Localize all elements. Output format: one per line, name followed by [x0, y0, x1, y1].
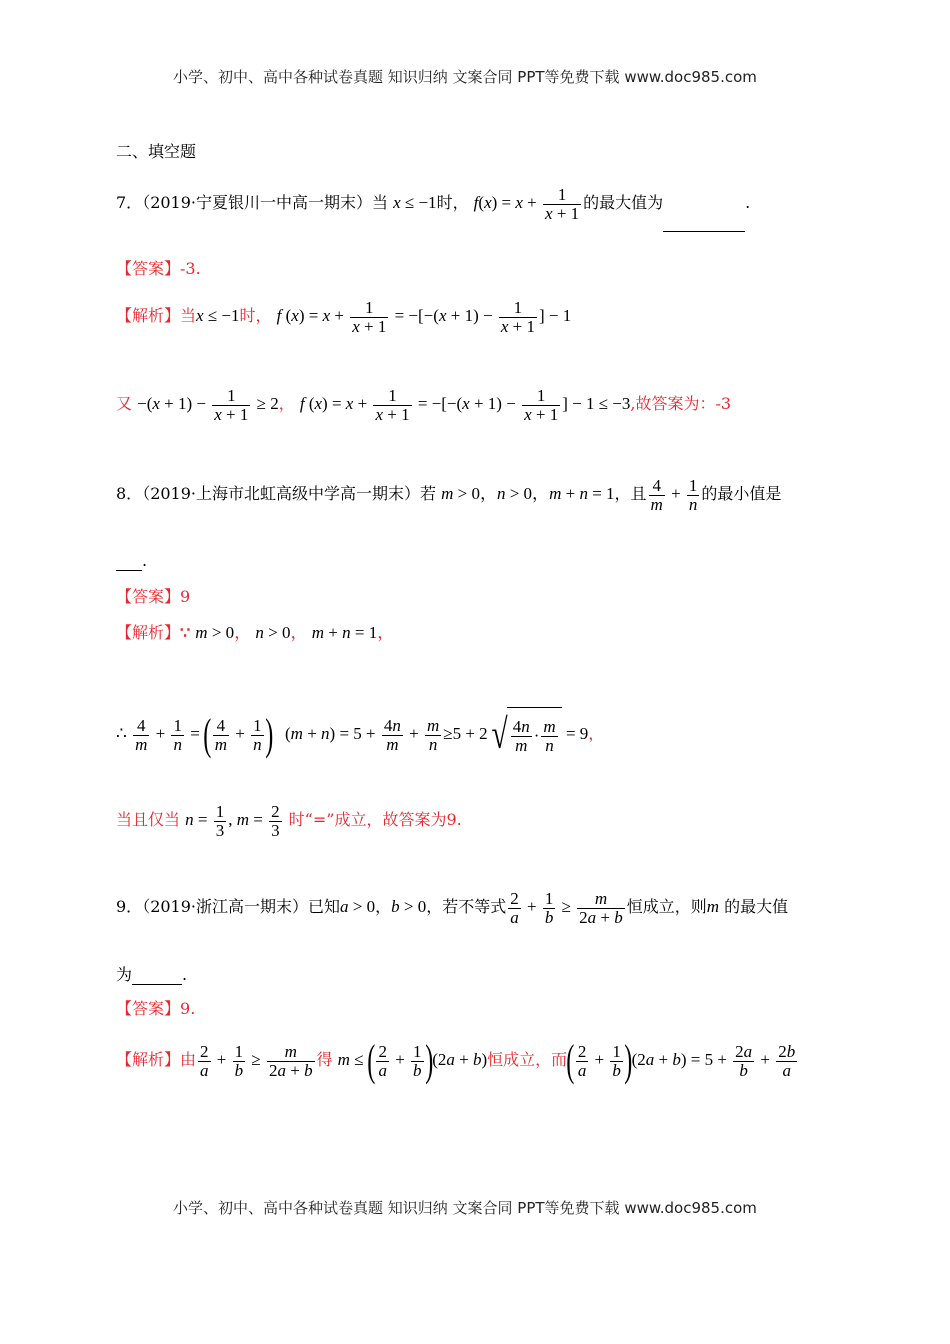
page-header: 小学、初中、高中各种试卷真题 知识归纳 文案合同 PPT等免费下载 www.doc985.com: [173, 68, 757, 86]
q9-analysis-ineq: $\frac{2}{a}$ + $\frac{1}{b}$ ≥ $\frac{m}{2a + b}$: [200, 1041, 313, 1080]
q7-answer-label: 【答案】: [116, 259, 181, 278]
q8-when-only: 当且仅当: [116, 810, 181, 829]
q9-answer-blank: [132, 965, 182, 985]
q7-cond-text: 时，: [436, 193, 469, 212]
q7-analysis-when: 当: [180, 306, 197, 325]
q8-blank-line: [116, 551, 147, 571]
q7-analysis-when2: 时，: [239, 306, 272, 325]
q8-analysis-line2: ∴ $\frac{4}{m}$ + $\frac{1}{n}$ = ( $\frac{4}{m}$ + $\frac{1}{n}$ ) (m + n) = 5 + $\frac{4n}{m}$ + $\frac{m}{n}$ ≥5 + 2√ $\frac{4n}{m}$ · $\frac{m}{n}$ = 9，: [116, 706, 604, 764]
page-footer: 小学、初中、高中各种试卷真题 知识归纳 文案合同 PPT等免费下载 www.doc985.com: [173, 1199, 757, 1217]
q8-because: ∵: [180, 623, 191, 642]
q9-cond-a: a > 0: [340, 897, 376, 916]
q9-you: 由: [180, 1050, 197, 1069]
q9-analysis-expand: ( $\frac{2}{a}$ + $\frac{1}{b}$ )(2a + b) = 5 + $\frac{2a}{b}$ + $\frac{2b}{a}$: [566, 1036, 796, 1086]
q7-analysis-line2: [116, 378, 731, 430]
q9-source: （2019·浙江高一期末）已知: [142, 897, 340, 916]
q8-answer-label: 【答案】: [116, 587, 181, 606]
q7-analysis-eq1: f (x) = x + $\frac{1}{x + 1}$ = −[−(x + 1) − $\frac{1}{x + 1}$ ] − 1: [276, 297, 572, 336]
q8-answer: [116, 584, 190, 607]
q8-number: 8．: [116, 484, 143, 503]
q7-function-math: f(x) = x + $\frac{1}{x + 1}$: [473, 184, 580, 223]
q9-always: 恒成立，则: [626, 897, 707, 916]
question-7: [116, 175, 750, 232]
q8-answer-blank: [116, 551, 142, 571]
q7-answer: [116, 256, 201, 279]
q7-answer-blank: [663, 175, 745, 232]
q7-analysis-label: 【解析】: [116, 306, 181, 325]
q8-end: .: [142, 551, 148, 570]
q9-wei: 为: [116, 965, 133, 984]
q9-answer-value: 9.: [180, 999, 196, 1018]
q8-conditions-math: m > 0，n > 0，m + n = 1: [441, 484, 615, 503]
question-9: 9．（2019·浙江高一期末）已知a > 0，b > 0，若不等式 $\frac{2}{a}$ + $\frac{1}{b}$ ≥ $\frac{m}{2a + b}$ 恒成立，则m 的最大值: [116, 888, 789, 927]
q8-analysis-label: 【解析】: [116, 623, 181, 642]
q7-conclusion: ,故答案为：-3: [630, 394, 732, 413]
q9-answer: [116, 996, 195, 1019]
q7-end: .: [745, 193, 751, 212]
q7-comma: ，: [278, 394, 295, 413]
q8-therefore: ∴: [116, 724, 127, 743]
q8-conclusion: 时“=”成立，故答案为9.: [288, 810, 462, 829]
q9-analysis-bound: m ≤ ( $\frac{2}{a}$ + $\frac{1}{b}$ )(2a + b): [337, 1036, 488, 1086]
q7-source: （2019·宁夏银川一中高一期末）当: [142, 193, 388, 212]
q8-expression-math: $\frac{4}{m}$ + $\frac{1}{n}$: [650, 475, 698, 514]
q9-always2: 恒成立，而: [487, 1050, 568, 1069]
q8-analysis-line1: [116, 618, 394, 643]
section-title: 二、填空题: [116, 142, 197, 161]
q7-also: 又: [116, 394, 133, 413]
q7-answer-value: -3.: [180, 259, 201, 278]
q9-cond-mid: ，若不等式: [426, 897, 507, 916]
q8-equality-cond: n = $\frac{1}{3}$ , m = $\frac{2}{3}$: [185, 801, 280, 840]
q9-analysis-label: 【解析】: [116, 1050, 181, 1069]
q9-inequality-math: $\frac{2}{a}$ + $\frac{1}{b}$ ≥ $\frac{m}{2a + b}$: [510, 888, 623, 927]
q7-analysis-cond: x ≤ −1: [196, 306, 240, 325]
q9-blank-line: [116, 962, 187, 985]
q8-and: ，且: [614, 484, 647, 503]
q7-analysis-ineq: −(x + 1) − $\frac{1}{x + 1}$ ≥ 2: [137, 385, 279, 424]
q7-analysis-line1: [116, 290, 571, 342]
q8-analysis-chain: ∴ $\frac{4}{m}$ + $\frac{1}{n}$ = ( $\frac{4}{m}$ + $\frac{1}{n}$ ) (m + n) = 5 + $\frac{4n}{m}$ + $\frac{m}{n}$ ≥5 + 2√ $\frac{4n}{m}$ · $\frac{m}{n}$ = 9: [116, 724, 588, 743]
q9-tail: 的最大值: [724, 897, 789, 916]
q7-number: 7．: [116, 193, 143, 212]
q8-answer-value: 9: [180, 587, 191, 606]
q7-condition-math: x ≤ −1: [393, 193, 437, 212]
q8-analysis-line3: [116, 790, 462, 850]
q9-var-m: m: [706, 897, 720, 916]
q9-answer-label: 【答案】: [116, 999, 181, 1018]
q9-de: 得: [316, 1050, 333, 1069]
q7-analysis-eq2: f (x) = x + $\frac{1}{x + 1}$ = −[−(x + 1) − $\frac{1}{x + 1}$ ] − 1 ≤ −3: [299, 385, 631, 424]
q8-analysis-conds: m > 0， n > 0， m + n = 1，: [195, 623, 395, 642]
q8-source: （2019·上海市北虹高级中学高一期末）若: [142, 484, 436, 503]
q8-tail: 的最小值是: [701, 484, 782, 503]
q9-cond-b: b > 0: [391, 897, 427, 916]
q9-analysis: [116, 1030, 799, 1090]
q7-tail: 的最大值为: [583, 193, 664, 212]
q9-number: 9．: [116, 897, 143, 916]
question-8: [116, 463, 781, 525]
q9-end: .: [182, 965, 188, 984]
